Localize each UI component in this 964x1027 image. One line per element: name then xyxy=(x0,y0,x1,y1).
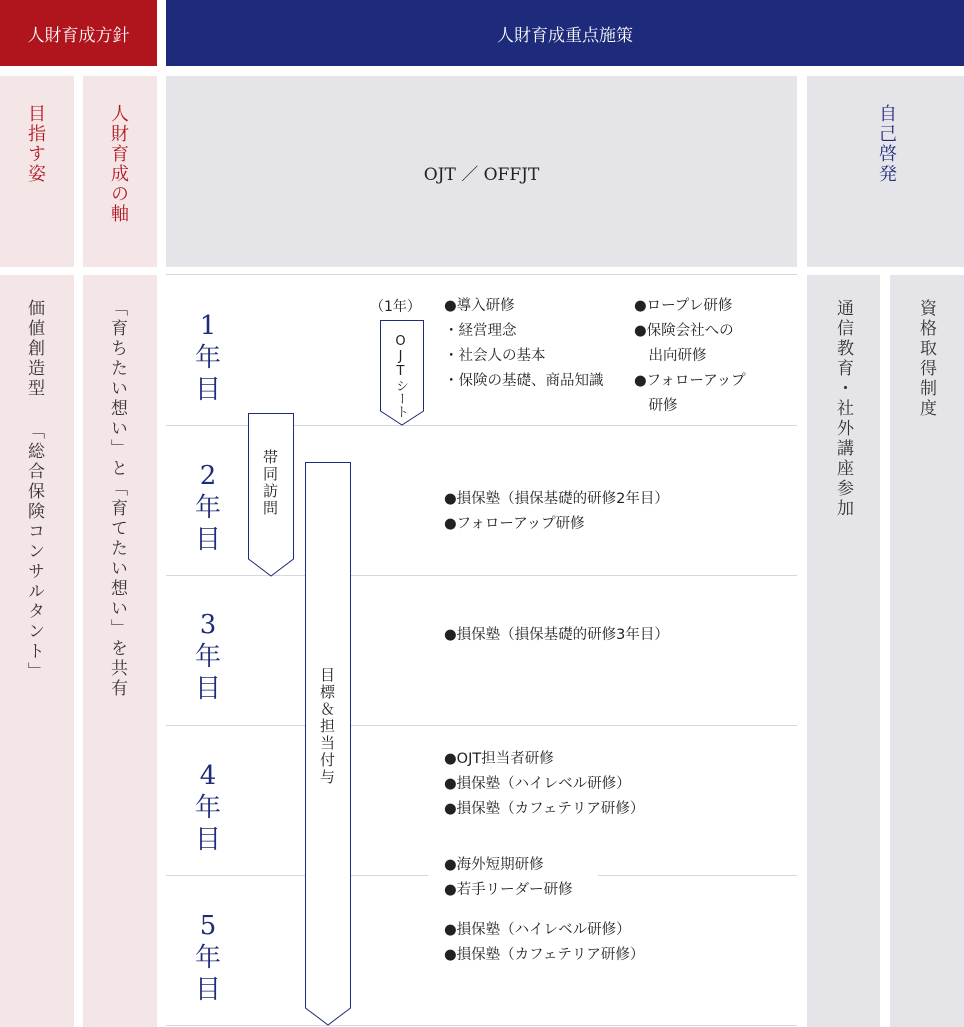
list-item: ●損保塾（カフェテリア研修） xyxy=(444,947,645,963)
goal-assign-label: 目標＆担当付与 xyxy=(318,667,336,786)
year-label-2: 2 年 目 xyxy=(194,461,221,555)
year-label-4: 4 年 目 xyxy=(194,761,221,855)
accompany-visit-label: 帯同訪問 xyxy=(261,449,279,517)
row-line-4b xyxy=(598,875,797,876)
ojt-sheet-arrow xyxy=(380,320,424,426)
correspondence-text: 通信教育・社外講座参加 xyxy=(833,299,853,519)
ojt-offjt-header xyxy=(166,76,797,267)
goal-subheader xyxy=(0,76,74,267)
qualification-column xyxy=(890,275,964,1027)
year-label-1: 1 年 目 xyxy=(194,311,221,405)
year1-list-b xyxy=(634,294,746,419)
goal-assign-arrow xyxy=(305,462,351,1027)
list-item: ●海外短期研修 xyxy=(444,857,544,873)
row-line-top xyxy=(166,274,797,275)
accompany-visit-arrow xyxy=(248,413,294,577)
self-dev-header xyxy=(807,76,964,267)
list-item: ●フォローアップ研修 xyxy=(444,516,585,532)
list-item: ●フォローアップ xyxy=(634,373,746,389)
list-item: ●OJT担当者研修 xyxy=(444,751,554,767)
list-item: ●損保塾（損保基礎的研修3年目） xyxy=(444,627,669,643)
axis-text: 「育ちたい想い」と「育てたい想い」を共有 xyxy=(107,299,127,699)
list-item: ●損保塾（ハイレベル研修） xyxy=(444,776,631,792)
row-line-bottom xyxy=(166,1025,797,1026)
list-item: 出向研修 xyxy=(634,348,707,364)
axis-subheader xyxy=(83,76,157,267)
list-item: 研修 xyxy=(634,398,678,414)
list-item: ●ロープレ研修 xyxy=(634,298,733,314)
list-item: ・社会人の基本 xyxy=(444,348,546,364)
year3-list xyxy=(444,623,669,648)
goal-column xyxy=(0,275,74,1027)
year45-list xyxy=(444,853,573,903)
header-measures xyxy=(166,0,964,66)
ojt-year-label: （1年） xyxy=(370,299,421,315)
row-line-3 xyxy=(166,725,797,726)
list-item: ●損保塾（損保基礎的研修2年目） xyxy=(444,491,669,507)
goal-text: 価値創造型 「総合保険コンサルタント」 xyxy=(24,299,44,682)
self-dev-label: 自己啓発 xyxy=(876,104,897,184)
correspondence-column xyxy=(807,275,880,1027)
year-label-3: 3 年 目 xyxy=(194,610,221,704)
list-item: ●損保塾（カフェテリア研修） xyxy=(444,801,645,817)
axis-subheader-label: 人財育成の軸 xyxy=(108,104,129,224)
list-item: ●損保塾（ハイレベル研修） xyxy=(444,922,631,938)
goal-subheader-label: 目指す姿 xyxy=(25,104,46,184)
year2-list xyxy=(444,487,669,537)
list-item: ・保険の基礎、商品知識 xyxy=(444,373,604,389)
year4-list xyxy=(444,747,644,822)
list-item: ●保険会社への xyxy=(634,323,734,339)
ojt-offjt-label: OJT ／ OFFJT xyxy=(423,165,540,185)
qualification-text: 資格取得制度 xyxy=(916,299,936,419)
year-label-5: 5 年 目 xyxy=(194,911,221,1005)
header-measures-label: 人財育成重点施策 xyxy=(497,25,633,46)
year1-list-a xyxy=(444,294,604,394)
list-item: ・経営理念 xyxy=(444,323,517,339)
axis-column xyxy=(83,275,157,1027)
list-item: ●導入研修 xyxy=(444,298,515,314)
list-item: ●若手リーダー研修 xyxy=(444,882,573,898)
year5-list xyxy=(444,918,644,968)
ojt-sheet-label: OJTシート xyxy=(393,334,408,418)
header-policy-label: 人財育成方針 xyxy=(27,25,130,46)
row-line-4a xyxy=(166,875,428,876)
header-policy xyxy=(0,0,157,66)
